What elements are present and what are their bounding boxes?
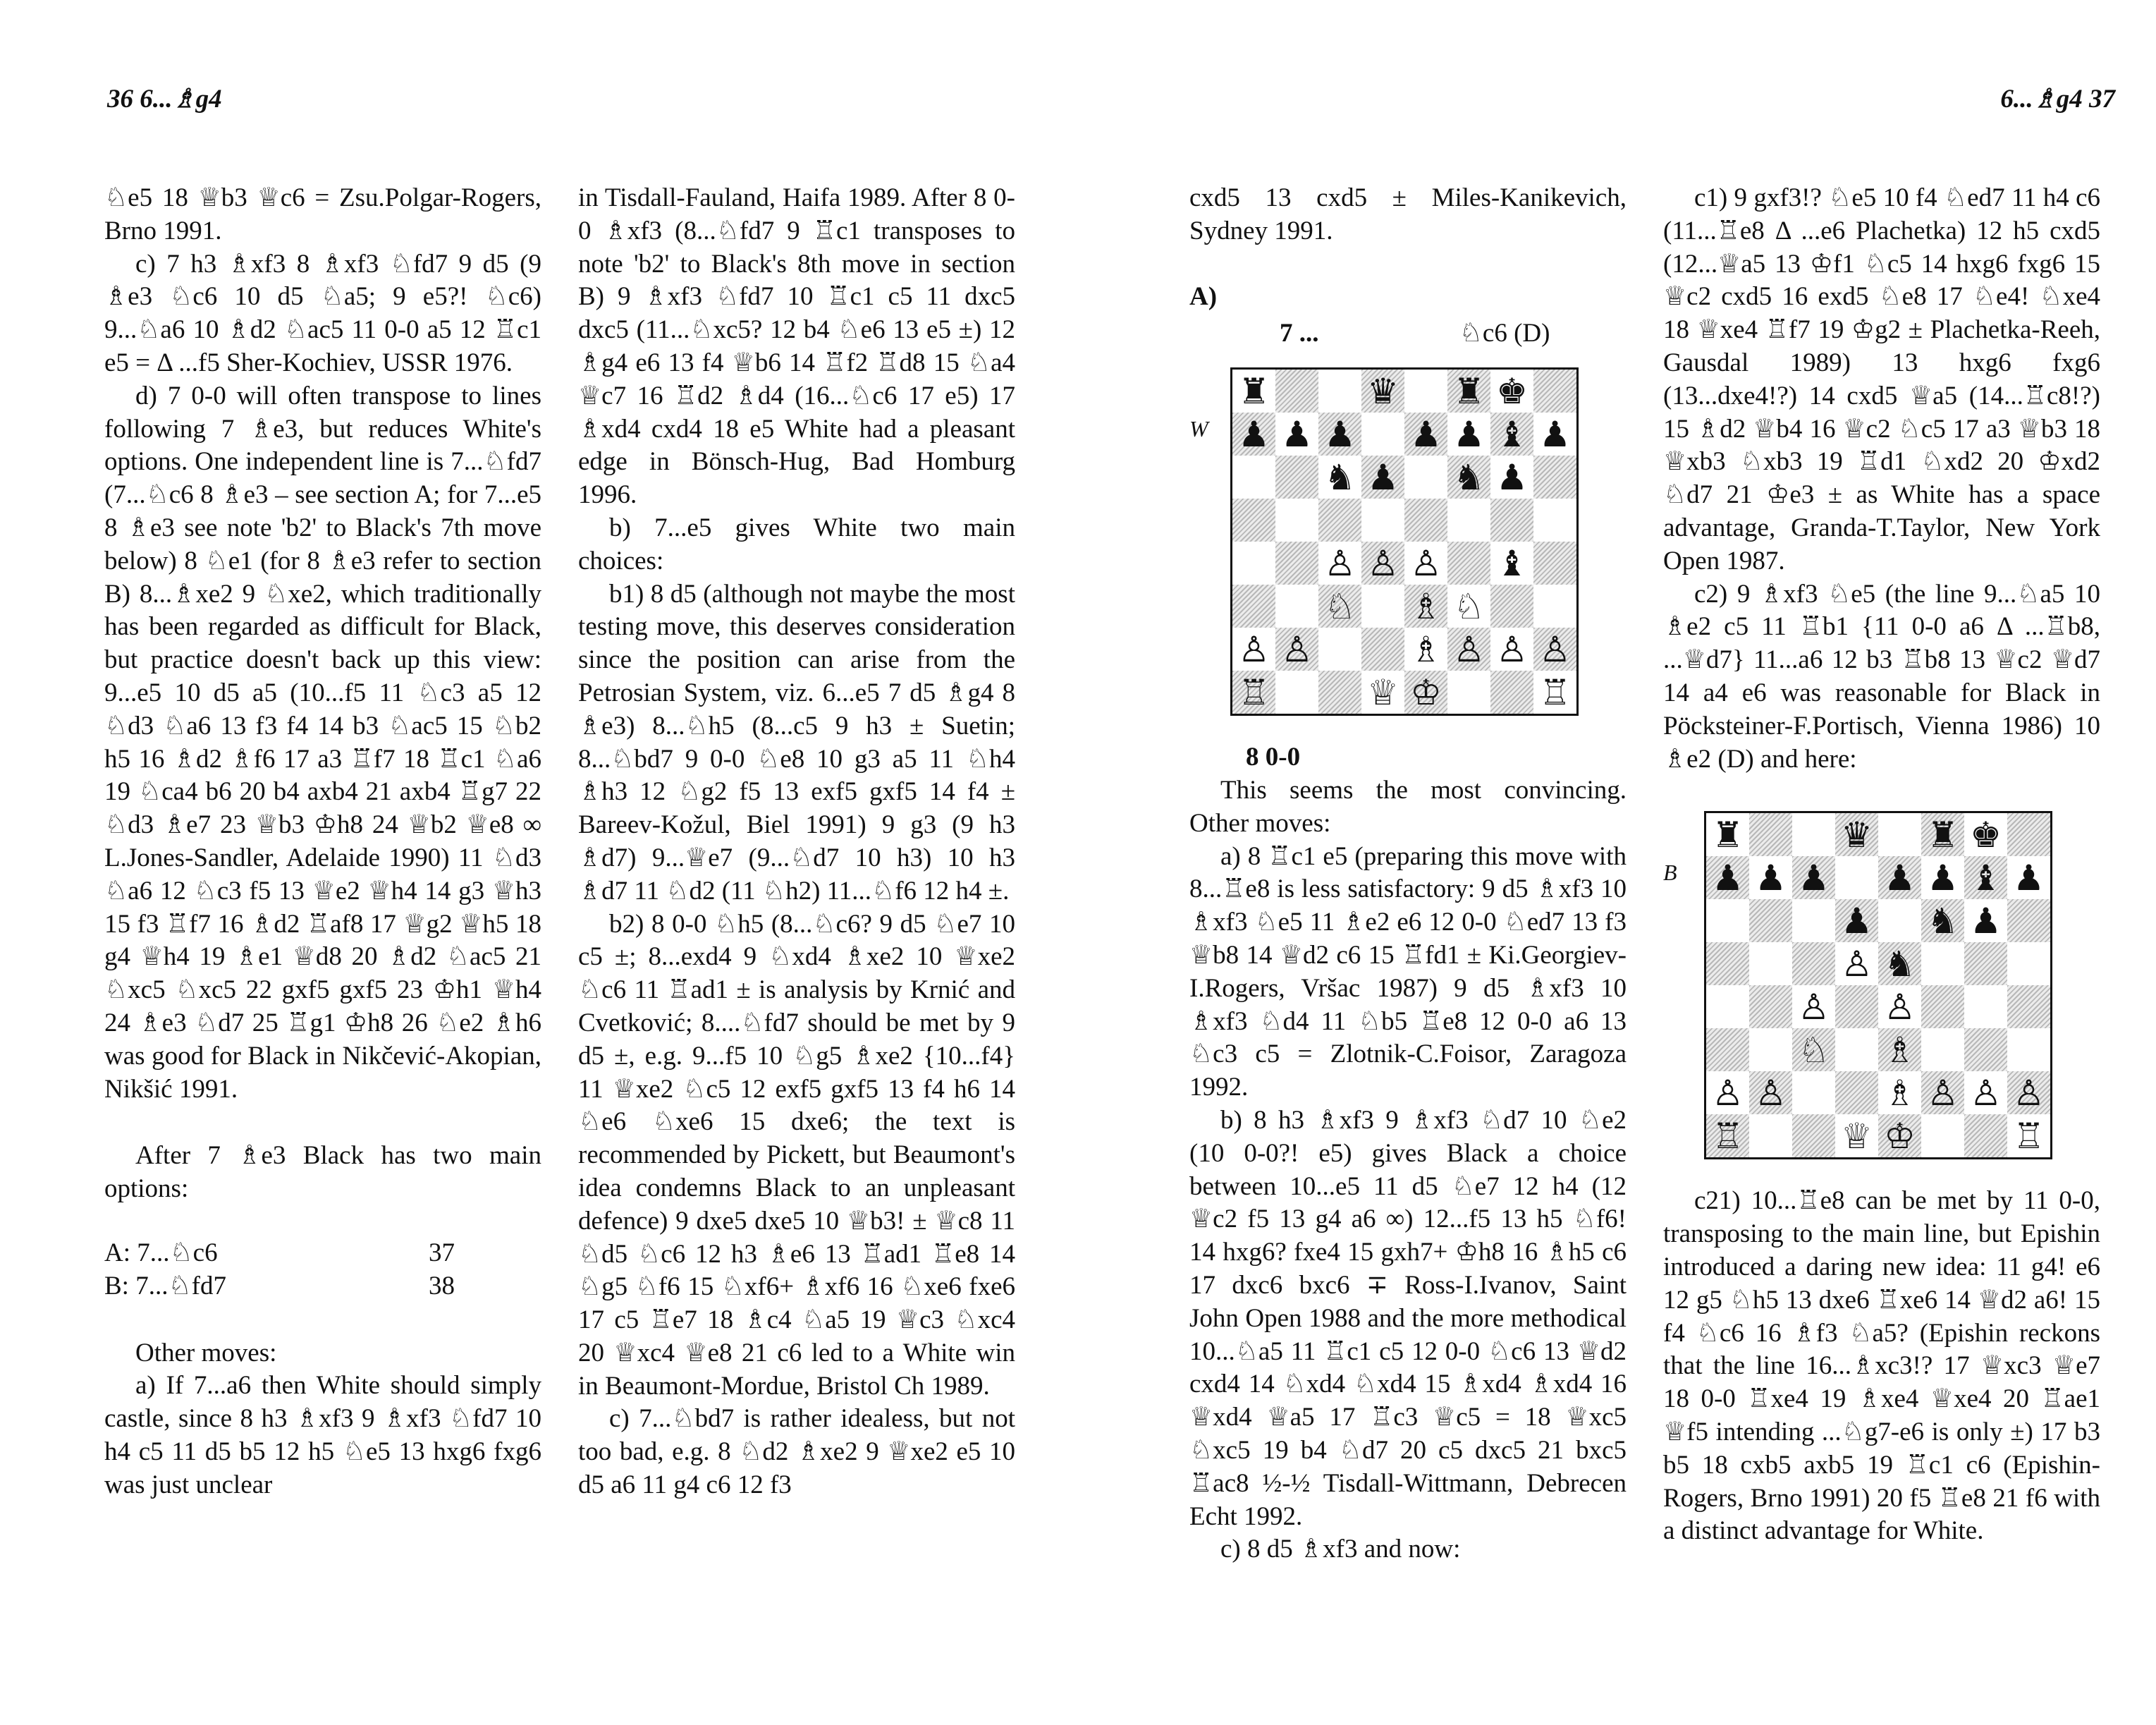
chess-piece-square: ♟ [1749, 856, 1792, 899]
chess-piece-square: ♙ [1533, 628, 1576, 671]
board-square [1490, 671, 1533, 714]
chess-piece-square: ♖ [1706, 1114, 1749, 1157]
board-square [1318, 499, 1361, 542]
paragraph: Other moves: [135, 1338, 277, 1367]
board-square [2007, 899, 2050, 942]
chess-piece-square: ♙ [1749, 1071, 1792, 1114]
board-square [1921, 1114, 1964, 1157]
option-page: 38 [429, 1271, 455, 1300]
board-square [1835, 1028, 1878, 1071]
board-square [1275, 456, 1318, 499]
board-square [1318, 370, 1361, 413]
board-square [1361, 499, 1404, 542]
paragraph: cxd5 13 cxd5 ± Miles-Kanikevich, Sydney 1991. [1189, 183, 1627, 245]
board-square [1361, 413, 1404, 456]
chess-piece-square: ♛ [1835, 813, 1878, 856]
board-square [1275, 585, 1318, 628]
board-square [1404, 370, 1447, 413]
board-square [1792, 899, 1835, 942]
chess-piece-square: ♟ [1404, 413, 1447, 456]
chess-piece-square: ♙ [2007, 1071, 2050, 1114]
left-column-2 [578, 182, 1015, 1502]
paragraph: c) 7...♘bd7 is rather idealess, but not too bad, e.g. 8 ♘d2 ♗xe2 9 ♕xe2 e5 10 d5 a6 11 g4 c6 12 f3 [578, 1404, 1015, 1500]
chess-piece-square: ♙ [1361, 542, 1404, 585]
right-column-1 [1189, 182, 1627, 1566]
chess-piece-square: ♞ [1921, 899, 1964, 942]
chess-piece-square: ♞ [1878, 942, 1921, 985]
chess-piece-square: ♙ [1275, 628, 1318, 671]
board-square [2007, 1028, 2050, 1071]
chess-piece-square: ♗ [1404, 585, 1447, 628]
left-column-1 [104, 182, 541, 1501]
board-square [1835, 985, 1878, 1028]
chess-piece-square: ♔ [1404, 671, 1447, 714]
chess-piece-square: ♝ [1964, 856, 2007, 899]
paragraph: a) If 7...a6 then White should simply castle, since 8 h3 ♗xf3 9 ♗xf3 ♘fd7 10 h4 c5 11 d5 b5 12 h5 ♘e5 13 hxg6 fxg6 was just unclear [104, 1371, 541, 1499]
chess-piece-square: ♛ [1361, 370, 1404, 413]
board-square [1921, 1028, 1964, 1071]
chessboard [1704, 811, 2052, 1159]
chess-piece-square: ♜ [1921, 813, 1964, 856]
diagram-1 [1189, 367, 1627, 713]
board-square [1878, 813, 1921, 856]
board-square [1533, 499, 1576, 542]
chess-piece-square: ♟ [1490, 456, 1533, 499]
board-square [1232, 499, 1275, 542]
diagram-2 [1663, 811, 2100, 1157]
board-square [1835, 856, 1878, 899]
board-square [1964, 942, 2007, 985]
option-row [104, 1270, 541, 1303]
paragraph: b) 7...e5 gives White two main choices: [578, 513, 1015, 575]
chess-piece-square: ♟ [2007, 856, 2050, 899]
board-square [1533, 370, 1576, 413]
chess-piece-square: ♙ [1447, 628, 1490, 671]
board-square [1232, 456, 1275, 499]
chess-piece-square: ♙ [1964, 1071, 2007, 1114]
paragraph: in Tisdall-Fauland, Haifa 1989. After 8 0-0 ♗xf3 (8...♘fd7 9 ♖c1 transposes to note 'b2' to Black's 8th move in section B) 9 ♗xf3 ♘fd7 10 ♖c1 c5 11 dxc5 dxc5 (11...♘xc5? 12 b4 ♘e6 13 e5 ±) 12 ♗g4 e6 13 f4 ♕b6 14 ♖f2 ♖d8 15 ♘a4 ♕c7 16 ♖d2 ♗d4 (16...♘c6 17 e5) 17 ♗xd4 cxd4 18 e5 White had a pleasant edge in Bönsch-Hug, Bad Homburg 1996. [578, 183, 1015, 510]
chess-piece-square: ♖ [1533, 671, 1576, 714]
board-square [1447, 542, 1490, 585]
chess-piece-square: ♟ [1835, 899, 1878, 942]
chess-piece-square: ♜ [1447, 370, 1490, 413]
board-square [1232, 542, 1275, 585]
board-square [1490, 585, 1533, 628]
move-reply: ♘c6 (D) [1459, 319, 1550, 348]
chess-piece-square: ♙ [1878, 985, 1921, 1028]
board-square [1706, 1028, 1749, 1071]
board-square [1275, 542, 1318, 585]
move-heading: 8 0-0 [1246, 743, 1301, 772]
board-square [1964, 985, 2007, 1028]
chess-piece-square: ♟ [1533, 413, 1576, 456]
board-square [1792, 813, 1835, 856]
chess-piece-square: ♗ [1878, 1071, 1921, 1114]
board-square [1318, 628, 1361, 671]
side-to-move-label: B [1663, 860, 1677, 886]
board-square [1921, 942, 1964, 985]
chess-piece-square: ♙ [1921, 1071, 1964, 1114]
paragraph: b) 8 h3 ♗xf3 9 ♗xf3 ♘d7 10 ♘e2 (10 0-0?! e5) gives Black a choice between 10...e5 11 d5 ♘e7 12 h4 (12 ♕c2 f5 13 g4 a6 ∞) 12...f5 13 h5 ♘f6! 14 hxg6? fxe4 15 gxh7+ ♔h8 16 ♗h5 c6 17 dxc6 bxc6 ∓ Ross-I.Ivanov, Saint John Open 1988 and the more methodical 10...♘a5 11 ♖c1 c5 12 0-0 ♘c6 13 ♕d2 cxd4 14 ♘xd4 ♘xd4 15 ♗xd4 ♗xd4 16 ♕xd4 ♕a5 17 ♖c3 ♕c5 = 18 ♕xc5 ♘xc5 19 b4 ♘d7 20 c5 dxc5 21 bxc5 ♖ac8 ½-½ Tisdall-Wittmann, Debrecen Echt 1992. [1189, 1105, 1627, 1531]
chess-piece-square: ♘ [1447, 585, 1490, 628]
chess-piece-square: ♟ [1275, 413, 1318, 456]
board-square [1749, 813, 1792, 856]
board-square [1792, 942, 1835, 985]
board-square [1749, 985, 1792, 1028]
options-table [104, 1237, 541, 1303]
board-square [1964, 1028, 2007, 1071]
side-to-move-label: W [1189, 416, 1208, 442]
chess-piece-square: ♙ [1318, 542, 1361, 585]
chess-piece-square: ♙ [1232, 628, 1275, 671]
right-column-2 [1663, 182, 2100, 1548]
paragraph: b1) 8 d5 (although not maybe the most testing move, this deserves consideration since the position can arise from the Petrosian System, viz. 6...e5 7 d5 ♗g4 8 ♗e3) 8...♘h5 (8...c5 9 h3 ± Suetin; 8...♘bd7 9 0-0 ♘e8 10 g3 a5 11 ♘h4 ♗h3 12 ♘g2 f5 13 exf5 gxf5 14 f4 ± Bareev-Kožul, Biel 1991) 9 g3 (9 h3 ♗d7) 9...♕e7 (9...♘d7 10 h3) 10 h3 ♗d7 11 ♘d2 (11 ♘h2) 11...♘f6 12 h4 ±. [578, 579, 1015, 906]
chess-piece-square: ♙ [1792, 985, 1835, 1028]
chess-piece-square: ♙ [1706, 1071, 1749, 1114]
board-square [1792, 1071, 1835, 1114]
board-square [1706, 899, 1749, 942]
chess-piece-square: ♕ [1361, 671, 1404, 714]
chess-piece-square: ♚ [1490, 370, 1533, 413]
chess-piece-square: ♟ [1232, 413, 1275, 456]
board-square [1533, 456, 1576, 499]
chess-piece-square: ♝ [1490, 413, 1533, 456]
board-square [1749, 1028, 1792, 1071]
board-square [1964, 1114, 2007, 1157]
paragraph: c21) 10...♖e8 can be met by 11 0-0, transposing to the main line, but Epishin introduced a daring new idea: 11 g4! e6 12 g5 ♘h5 13 dxe6 ♖xe6 14 ♕d2 a6! 15 f4 ♘c6 16 ♗f3 ♘a5? (Epishin reckons that the line 16...♗xc3!? 17 ♕xc3 ♕e7 18 0-0 ♖xe4 19 ♗xe4 ♕xe4 20 ♖ae1 ♕f5 intending ...♘g7-e6 is only ±) 17 b3 b5 18 cxb5 axb5 19 ♖c1 c6 (Epishin-Rogers, Brno 1991) 20 f5 ♖e8 21 f6 with a distinct advantage for White. [1663, 1186, 2100, 1546]
board-square [1275, 370, 1318, 413]
board-square [2007, 985, 2050, 1028]
chess-piece-square: ♟ [1318, 413, 1361, 456]
board-square [1533, 542, 1576, 585]
paragraph: After 7 ♗e3 Black has two main options: [104, 1141, 541, 1204]
page-header-right: 6...♗g4 37 [2000, 85, 2115, 114]
chess-piece-square: ♚ [1964, 813, 2007, 856]
board-square [1921, 985, 1964, 1028]
paragraph: a) 8 ♖c1 e5 (preparing this move with 8...♖e8 is less satisfactory: 9 d5 ♗xf3 10 ♗xf3 ♘e5 11 ♗e2 e6 12 0-0 ♘ed7 13 f3 ♕b8 14 ♕d2 c6 15 ♖fd1 ± Ki.Georgiev-I.Rogers, Vršac 1987) 9 d5 ♗xf3 10 ♗xf3 ♘d4 11 ♘b5 ♖e8 12 0-0 a6 13 ♘c3 c5 = Zlotnik-C.Foisor, Zaragoza 1992. [1189, 841, 1627, 1102]
board-square [1533, 585, 1576, 628]
chess-piece-square: ♟ [1706, 856, 1749, 899]
board-square [1275, 671, 1318, 714]
board-square [1878, 899, 1921, 942]
board-square [1706, 942, 1749, 985]
chessboard [1230, 367, 1579, 716]
chess-piece-square: ♞ [1318, 456, 1361, 499]
board-square [2007, 813, 2050, 856]
section-heading: A) [1189, 281, 1218, 311]
move-number: 7 [1280, 319, 1293, 348]
board-square [1447, 499, 1490, 542]
option-row [104, 1237, 541, 1270]
board-square [2007, 942, 2050, 985]
chess-piece-square: ♙ [1490, 628, 1533, 671]
page-header-left: 36 6...♗g4 [107, 85, 222, 114]
board-square [1404, 499, 1447, 542]
chess-piece-square: ♟ [1921, 856, 1964, 899]
paragraph: d) 7 0-0 will often transpose to lines following 7 ♗e3, but reduces White's options. One independent line is 7...♘fd7 (7...♘c6 8 ♗e3 – see section A; for 7...e5 8 ♗e3 see note 'b2' to Black's 7th move below) 8 ♘e1 (for 8 ♗e3 refer to section B) 8...♗xe2 9 ♘xe2, which traditionally has been regarded as difficult for Black, but practice doesn't back up this view: 9...e5 10 d5 a5 (10...f5 11 ♘c3 a5 12 ♘d3 ♘a6 13 f3 f4 14 b3 ♘ac5 15 ♘b2 h5 16 ♗d2 ♗f6 17 a3 ♖f7 18 ♖c1 ♘a6 19 ♘ca4 b6 20 b4 axb4 21 axb4 ♖g7 22 ♘d3 ♗e7 23 ♕b3 ♔h8 24 ♕b2 ♕e8 ∞ L.Jones-Sandler, Adelaide 1990) 11 ♘d3 ♘a6 12 ♘c3 f5 13 ♕e2 ♕h4 14 g3 ♕h3 15 f3 ♖f7 16 ♗d2 ♖af8 17 ♕g2 ♕h5 18 g4 ♕h4 19 ♗e1 ♕d8 20 ♗d2 ♘ac5 21 ♘xc5 ♘xc5 22 gxf5 gxf5 23 ♔h1 ♕h4 24 ♗e3 ♘d7 25 ♖g1 ♔h8 26 ♘e2 ♗h6 was good for Black in Nikčević-Akopian, Nikšić 1991. [104, 381, 541, 1104]
chess-piece-square: ♗ [1404, 628, 1447, 671]
chess-piece-square: ♘ [1792, 1028, 1835, 1071]
board-square [1318, 671, 1361, 714]
chess-piece-square: ♜ [1706, 813, 1749, 856]
chess-piece-square: ♜ [1232, 370, 1275, 413]
chess-piece-square: ♙ [1835, 942, 1878, 985]
chess-piece-square: ♝ [1490, 542, 1533, 585]
chess-piece-square: ♕ [1835, 1114, 1878, 1157]
board-square [1361, 628, 1404, 671]
chess-piece-square: ♟ [1792, 856, 1835, 899]
chess-piece-square: ♙ [1404, 542, 1447, 585]
paragraph: ♘e5 18 ♕b3 ♕c6 = Zsu.Polgar-Rogers, Brno 1991. [104, 183, 541, 245]
board-square [1361, 585, 1404, 628]
chess-piece-square: ♘ [1318, 585, 1361, 628]
chess-piece-square: ♟ [1878, 856, 1921, 899]
chess-piece-square: ♖ [1232, 671, 1275, 714]
board-square [1490, 499, 1533, 542]
move-dots: ... [1299, 319, 1319, 348]
paragraph: c) 7 h3 ♗xf3 8 ♗xf3 ♘fd7 9 d5 (9 ♗e3 ♘c6 10 d5 ♘a5; 9 e5?! ♘c6) 9...♘a6 10 ♗d2 ♘ac5 11 0-0 a5 12 ♖c1 e5 = Δ ...f5 Sher-Kochiev, USSR 1976. [104, 249, 541, 377]
paragraph: c) 8 d5 ♗xf3 and now: [1220, 1535, 1461, 1564]
board-square [1835, 1071, 1878, 1114]
board-square [1749, 1114, 1792, 1157]
paragraph: b2) 8 0-0 ♘h5 (8...♘c6? 9 d5 ♘e7 10 c5 ±; 8...exd4 9 ♘xd4 ♗xe2 10 ♕xe2 ♘c6 11 ♖ad1 ± is analysis by Krnić and Cvetković; 8....♘fd7 should be met by 9 d5 ±, e.g. 9...f5 10 ♘g5 ♗xe2 {10...f4} 11 ♕xe2 ♘c5 12 exf5 gxf5 13 f4 h6 14 ♘e6 ♘xe6 15 dxe6; the text is recommended by Pickett, but Beaumont's idea condemns Black to an unpleasant defence) 9 dxe5 dxe5 10 ♕b3! ± ♕c8 11 ♘d5 ♘c6 12 h3 ♗e6 13 ♖ad1 ♖e8 14 ♘g5 ♘f6 15 ♘xf6+ ♗xf6 16 ♘xe6 fxe6 17 c5 ♖e7 18 ♗c4 ♘a5 19 ♕c3 ♘xc4 20 ♕xc4 ♕e8 21 c6 led to a White win in Beaumont-Mordue, Bristol Ch 1989. [578, 909, 1015, 1401]
chess-piece-square: ♞ [1447, 456, 1490, 499]
chess-piece-square: ♗ [1878, 1028, 1921, 1071]
chess-piece-square: ♟ [1964, 899, 2007, 942]
chess-piece-square: ♟ [1361, 456, 1404, 499]
board-square [1749, 899, 1792, 942]
board-square [1275, 499, 1318, 542]
right-page [1078, 0, 2156, 1725]
board-square [1792, 1114, 1835, 1157]
board-square [1404, 456, 1447, 499]
option-page: 37 [429, 1238, 455, 1267]
board-square [1232, 585, 1275, 628]
paragraph: This seems the most convincing. Other moves: [1189, 775, 1627, 838]
move-heading [1189, 317, 1627, 351]
chess-piece-square: ♟ [1447, 413, 1490, 456]
paragraph: c1) 9 gxf3!? ♘e5 10 f4 ♘ed7 11 h4 c6 (11...♖e8 Δ ...e6 Plachetka) 12 h5 cxd5 (12...♕a5 13 ♔f1 ♘c5 14 hxg6 fxg6 15 ♕c2 cxd5 16 exd5 ♘e8 17 ♘e4! ♘xe4 18 ♕xe4 ♖f7 19 ♔g2 ± Plachetka-Reeh, Gausdal 1989) 13 hxg6 fxg6 (13...dxe4!?) 14 cxd5 ♕a5 (14...♖c8!?) 15 ♗d2 ♕b4 16 ♕c2 ♘c5 17 a3 ♕b3 18 ♕xb3 ♘xb3 19 ♖d1 ♘xd2 20 ♔xd2 ♘d7 21 ♔e3 ± as White has a space advantage, Granda-T.Taylor, New York Open 1987. [1663, 183, 2100, 575]
board-square [1749, 942, 1792, 985]
option-label: A: 7...♘c6 [104, 1238, 218, 1267]
chess-piece-square: ♖ [2007, 1114, 2050, 1157]
board-square [1447, 671, 1490, 714]
option-label: B: 7...♘fd7 [104, 1271, 226, 1300]
chess-piece-square: ♔ [1878, 1114, 1921, 1157]
board-square [1706, 985, 1749, 1028]
paragraph: c2) 9 ♗xf3 ♘e5 (the line 9...♘a5 10 ♗e2 c5 11 ♖b1 {11 0-0 a6 Δ ...♖b8, ...♕d7} 11...a6 12 b3 ♖b8 13 ♕c2 ♕d7 14 a4 e6 was reasonable for Black in Pöcksteiner-F.Portisch, Vienna 1986) 10 ♗e2 (D) and here: [1663, 579, 2100, 774]
